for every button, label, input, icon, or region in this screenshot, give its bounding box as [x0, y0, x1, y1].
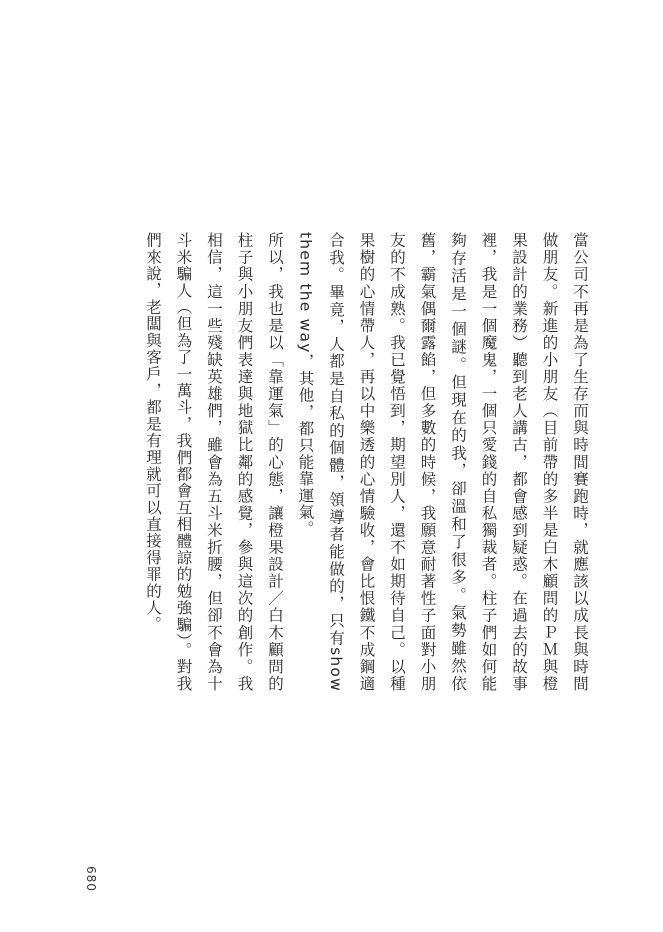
body-text [138, 232, 596, 692]
page-number: 680 [84, 866, 98, 892]
paragraph-1: 當公司不再是為了生存而與時間賽跑時，就應該以成長與時間做朋友。新進的小朋友（目前帶的多半是白木顧問的ＰＭ與橙果設計的業務）聽到老人講古，都會感到疑惑。在過去的故事裡，我是一個魔鬼，一個只愛錢的自私獨裁者。柱子們如何能夠存活是一個謎。但現在的我，卻溫和了很多。氣勢雖然依舊，霸氣偶爾露餡，但多數的時候，我願意耐著性子面對小朋友的不成熟。我已覺悟到，期望別人，還不如期待自己。以種果樹的心情帶人，再以中樂透的心情驗收，會比恨鐵不成鋼適合我。畢竟，人都是自私的個體，領導者能做的，只有show them the way，其他，都只能靠運氣。 [296, 232, 589, 692]
paragraph-2: 所以，我也是以「靠運氣」的心態，讓橙果設計／白木顧問的柱子與小朋友們表達與地獄比鄰的感覺，參與這次的創作。我相信，這一些殘缺英雄們，雖會為五斗米折腰，但卻不會為十斗米騙人（但為了一萬斗，我們都會互相體諒的勉強騙）。對我們來說，老闆與客戶，都是有理就可以直接得罪的人。 [144, 232, 284, 692]
